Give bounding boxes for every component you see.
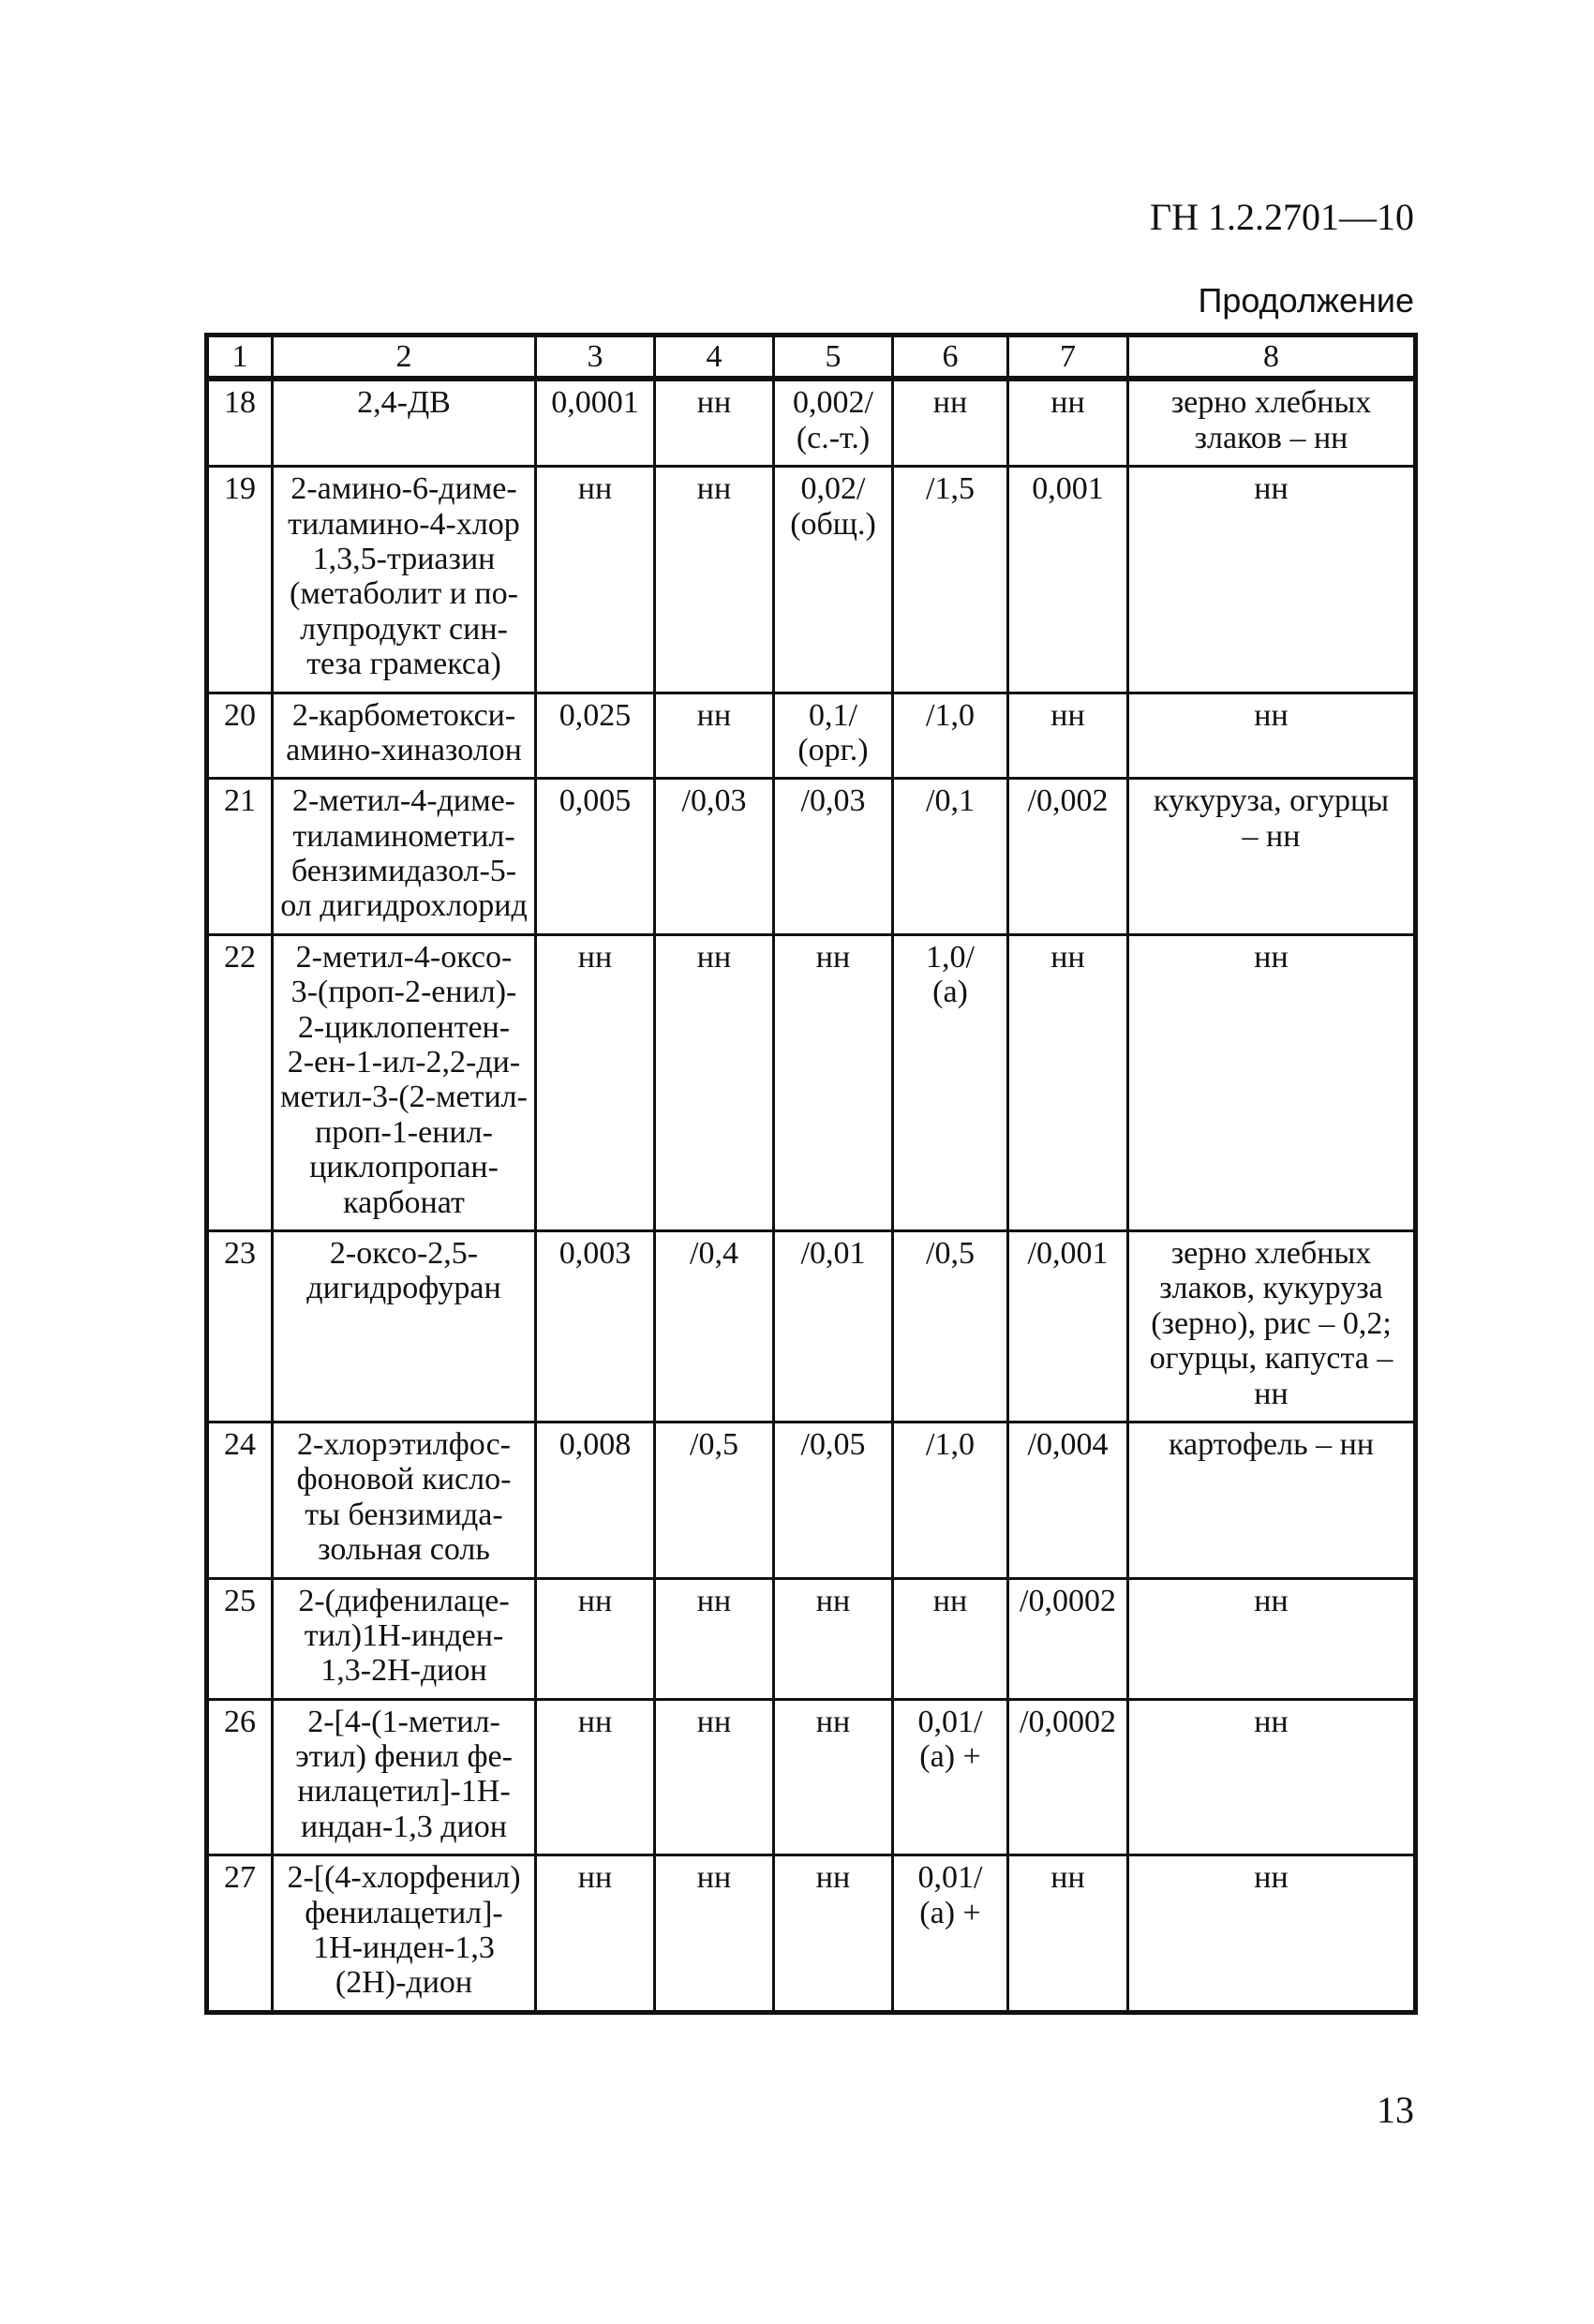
substance-name: 2-[(4-хлорфенил) фенилацетил]- 1Н-инден-1,3 (2Н)-дион [273,1855,536,2013]
table-cell: /0,4 [655,1230,774,1422]
table-cell: нн [1008,934,1128,1230]
table-cell: нн [1128,1699,1416,1855]
table-cell: нн [1128,1578,1416,1699]
table-cell: 0,005 [536,779,655,935]
table-cell: нн [1008,1855,1128,2013]
substance-name: 2-амино-6-диме- тиламино-4-хлор 1,3,5-триазин (метаболит и по- лупродукт син- теза грамекса) [273,467,536,693]
substance-name: 2-оксо-2,5- дигидрофуран [273,1230,536,1422]
table-cell: /0,001 [1008,1230,1128,1422]
table-cell: 0,025 [536,693,655,779]
row-number: 22 [207,934,273,1230]
table-cell: 0,1/ (орг.) [774,693,893,779]
table-cell: 0,01/ (а) + [893,1699,1008,1855]
page-number: 13 [1377,2089,1414,2131]
substance-name: 2-метил-4-диме- тиламинометил- бензимидазол-5- ол дигидрохлорид [273,779,536,935]
table-cell: /0,03 [774,779,893,935]
substance-name: 2-карбометокси- амино-хиназолон [273,693,536,779]
table-cell: /0,002 [1008,779,1128,935]
table-row [207,1855,1416,2013]
table-row [207,379,1416,466]
table-cell: нн [655,379,774,466]
table-row [207,1230,1416,1422]
table-row [207,1699,1416,1855]
table-cell: нн [1128,693,1416,779]
table-cell: нн [536,467,655,693]
column-header: 2 [273,335,536,380]
table-cell: кукуруза, огурцы – нн [1128,779,1416,935]
table-cell: нн [655,467,774,693]
column-header: 1 [207,335,273,380]
table-cell: нн [536,1855,655,2013]
table-row [207,779,1416,935]
table-cell: зерно хлебных злаков – нн [1128,379,1416,466]
column-header: 7 [1008,335,1128,380]
table-cell: /0,004 [1008,1422,1128,1578]
table-cell: нн [774,1855,893,2013]
table-cell: 0,01/ (а) + [893,1855,1008,2013]
table-cell: нн [1008,379,1128,466]
table-cell: нн [1128,934,1416,1230]
table-cell: нн [655,1578,774,1699]
table-cell: /0,01 [774,1230,893,1422]
table-row [207,1422,1416,1578]
table-cell: нн [536,1578,655,1699]
table-row [207,693,1416,779]
row-number: 26 [207,1699,273,1855]
column-header: 4 [655,335,774,380]
table-cell: нн [655,693,774,779]
table-cell: 0,002/ (с.-т.) [774,379,893,466]
substance-name: 2-[4-(1-метил- этил) фенил фе- нилацетил]-1Н- индан-1,3 дион [273,1699,536,1855]
table-cell: 0,001 [1008,467,1128,693]
table-cell: /0,05 [774,1422,893,1578]
table-cell: нн [536,1699,655,1855]
row-number: 25 [207,1578,273,1699]
table-cell: картофель – нн [1128,1422,1416,1578]
table-row [207,1578,1416,1699]
table-cell: нн [774,934,893,1230]
table-cell: нн [1128,467,1416,693]
table-cell: нн [536,934,655,1230]
table-cell: 0,0001 [536,379,655,466]
table-cell: нн [893,1578,1008,1699]
row-number: 24 [207,1422,273,1578]
table-cell: 0,02/ (общ.) [774,467,893,693]
row-number: 23 [207,1230,273,1422]
table-cell: нн [1008,693,1128,779]
column-header: 5 [774,335,893,380]
table-header-row [207,335,1416,380]
column-header: 8 [1128,335,1416,380]
table-cell: /1,0 [893,693,1008,779]
table-cell: 1,0/ (а) [893,934,1008,1230]
table-cell: нн [655,1855,774,2013]
row-number: 21 [207,779,273,935]
column-header: 6 [893,335,1008,380]
data-table [204,333,1418,2015]
table-cell: /0,03 [655,779,774,935]
table-row [207,467,1416,693]
table-cell: нн [655,934,774,1230]
table-cell: 0,003 [536,1230,655,1422]
row-number: 27 [207,1855,273,2013]
table-cell: /0,5 [655,1422,774,1578]
table-cell: нн [1128,1855,1416,2013]
table-row [207,934,1416,1230]
substance-name: 2,4-ДВ [273,379,536,466]
table-cell: /1,5 [893,467,1008,693]
substance-name: 2-хлорэтилфос- фоновой кисло- ты бензимида- зольная соль [273,1422,536,1578]
table-cell: /0,1 [893,779,1008,935]
table-cell: 0,008 [536,1422,655,1578]
row-number: 19 [207,467,273,693]
table-cell: нн [774,1578,893,1699]
table-cell: /0,5 [893,1230,1008,1422]
table-cell: нн [655,1699,774,1855]
column-header: 3 [536,335,655,380]
document-code: ГН 1.2.2701—10 [1149,196,1414,238]
table-cell: нн [774,1699,893,1855]
table-cell: нн [893,379,1008,466]
substance-name: 2-метил-4-оксо- 3-(проп-2-енил)- 2-циклопентен- 2-ен-1-ил-2,2-ди- метил-3-(2-метил- проп-1-енил- циклопропан- карбонат [273,934,536,1230]
substance-name: 2-(дифенилаце- тил)1Н-инден- 1,3-2Н-дион [273,1578,536,1699]
table-cell: /1,0 [893,1422,1008,1578]
table-cell: /0,0002 [1008,1578,1128,1699]
table-cell: зерно хлебных злаков, кукуруза (зерно), рис – 0,2; огурцы, капуста – нн [1128,1230,1416,1422]
row-number: 18 [207,379,273,466]
table-cell: /0,0002 [1008,1699,1128,1855]
continuation-label: Продолжение [1198,281,1414,320]
row-number: 20 [207,693,273,779]
